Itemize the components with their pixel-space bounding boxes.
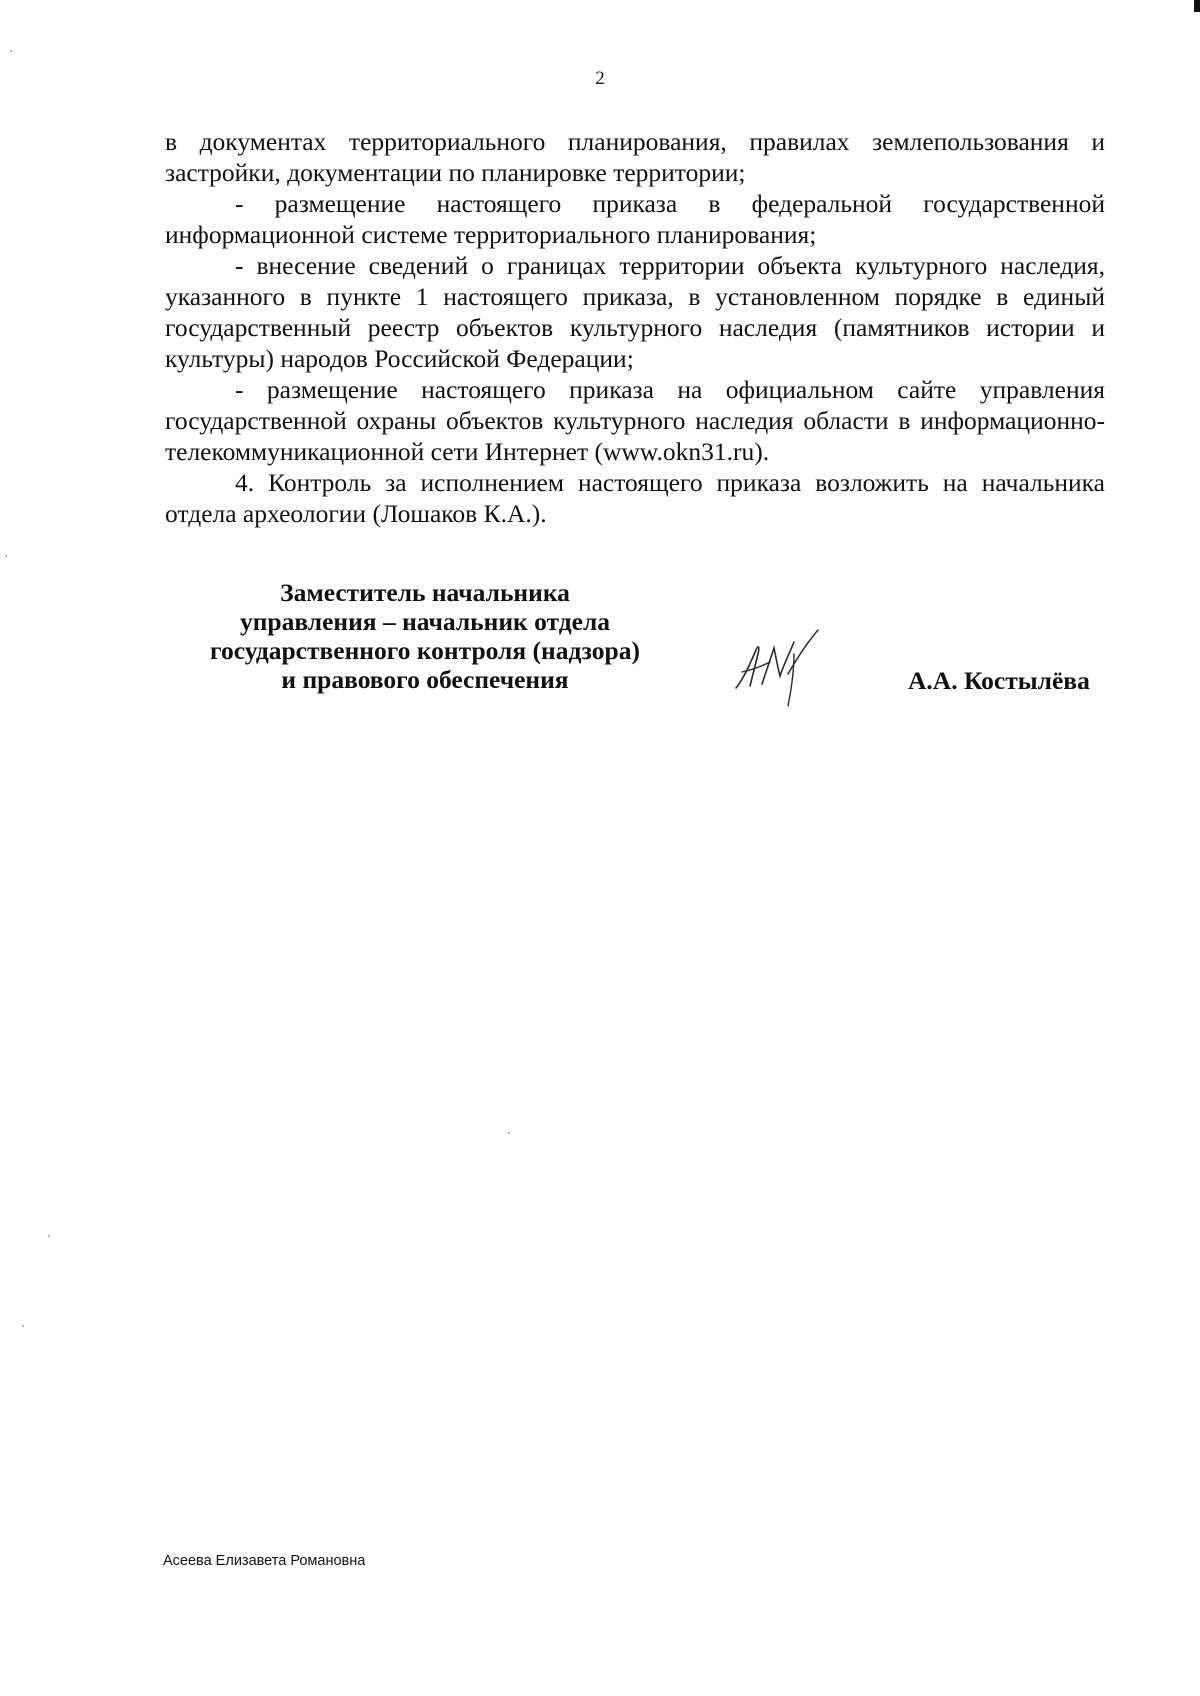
scan-speck — [22, 1325, 24, 1327]
page-number: 2 — [595, 68, 605, 89]
scan-corner-mark — [1194, 0, 1200, 12]
position-line: управления – начальник отдела — [239, 607, 610, 636]
body-paragraph: - внесение сведений о границах территории объекта культурного наследия, указанного в пункте 1 настоящего приказа, в установленном порядке в единый государственный реестр объектов культурного наследия (памятников истории и культуры) народов Российской Федерации; — [165, 251, 1105, 373]
signer-name: А.А. Костылёва — [908, 666, 1090, 695]
position-line: государственного контроля (надзора) — [210, 636, 640, 665]
body-paragraph: - размещение настоящего приказа на официальном сайте управления государственной охраны объектов культурного наследия области в информационно-телекоммуникационной сети Интернет (www.okn31.ru). — [165, 375, 1105, 466]
scan-speck — [5, 555, 7, 557]
signatory-position — [190, 578, 660, 694]
scan-speck — [48, 1235, 50, 1237]
scan-speck — [508, 1132, 510, 1134]
position-line: Заместитель начальника — [280, 578, 570, 607]
body-paragraph: в документах территориального планирования, правилах землепользования и застройки, документации по планировке территории; — [165, 127, 1105, 187]
handwritten-signature — [728, 624, 840, 708]
executor-name: Асеева Елизавета Романовна — [163, 1553, 366, 1569]
position-line: и правового обеспечения — [281, 665, 569, 694]
document-body — [165, 126, 1105, 529]
body-paragraph: 4. Контроль за исполнением настоящего приказа возложить на начальника отдела археологии (Лошаков К.А.). — [165, 468, 1105, 528]
body-paragraph: - размещение настоящего приказа в федеральной государственной информационной системе территориального планирования; — [165, 189, 1105, 249]
scan-speck — [10, 50, 12, 52]
